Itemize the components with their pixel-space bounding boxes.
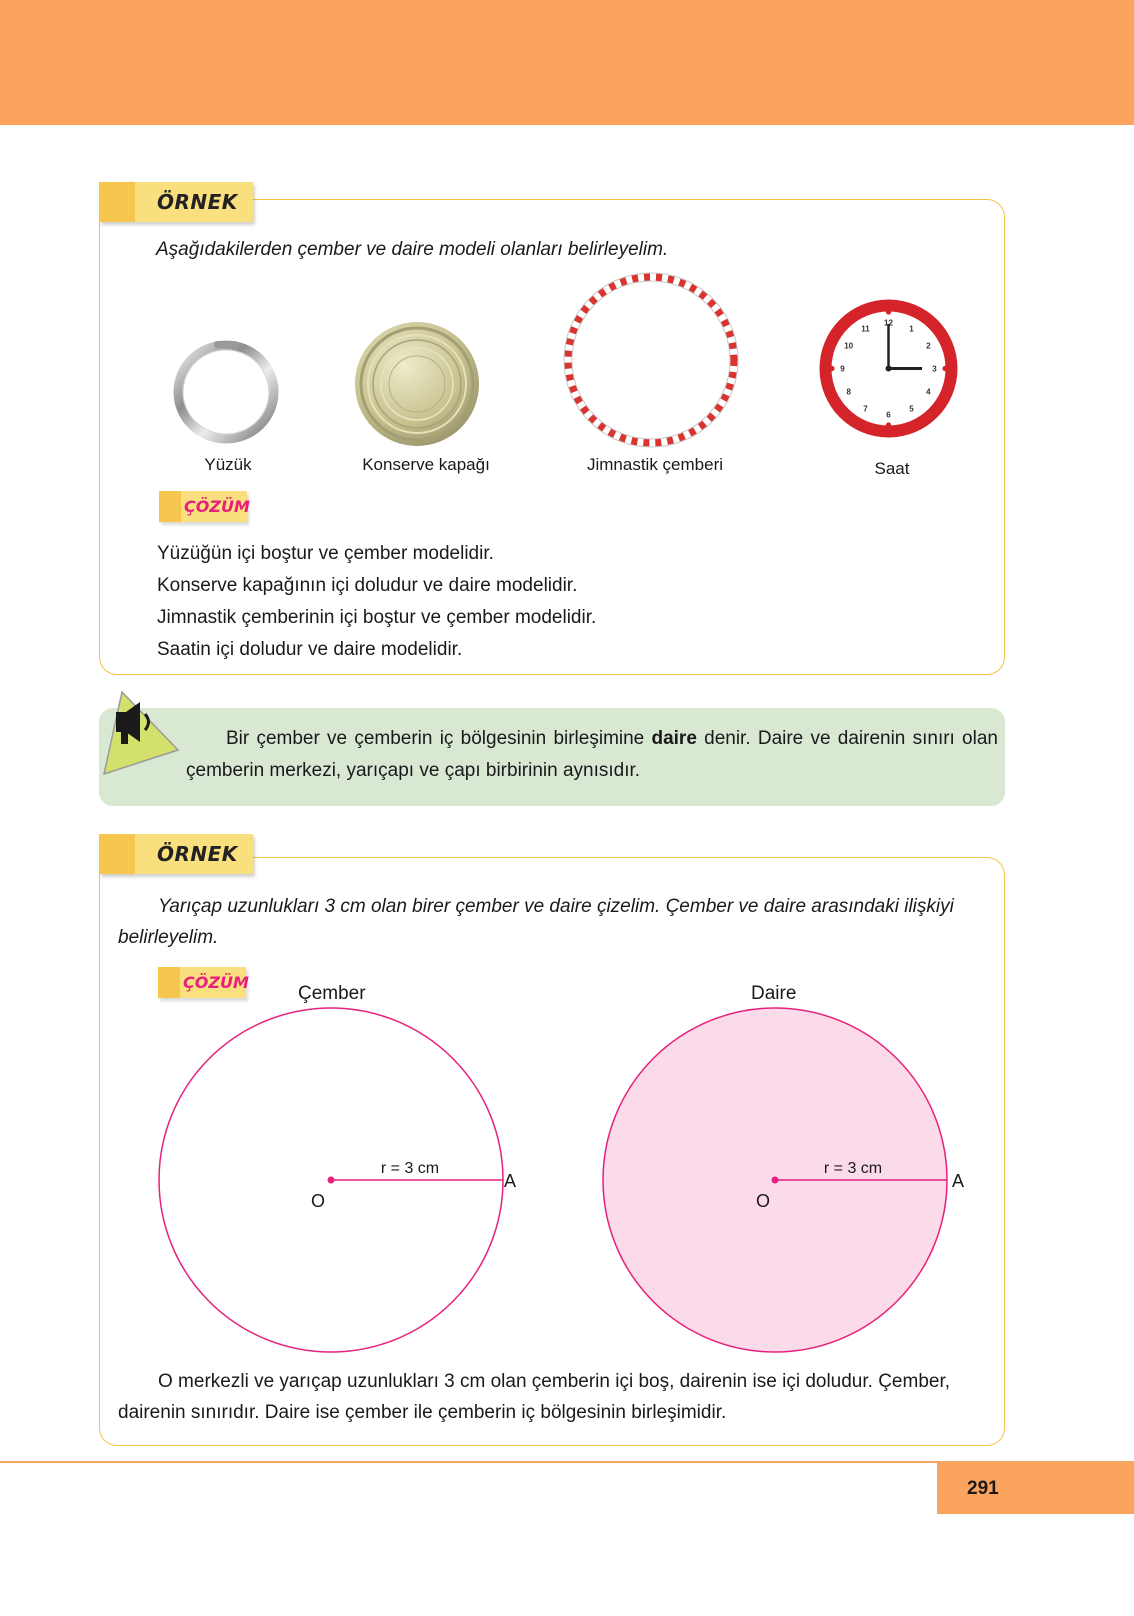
caption-clock: Saat: [874, 459, 910, 478]
clock-number: 1: [909, 324, 914, 334]
point-label: A: [951, 1171, 965, 1191]
radius-label: r = 3 cm: [823, 1160, 883, 1177]
example-1-prompt: Aşağıdakilerden çember ve daire modeli olanları belirleyelim.: [156, 239, 669, 260]
caption-ring: Yüzük: [204, 455, 252, 474]
caption-can-lid: Konserve kapağı: [362, 455, 490, 474]
definition-text: [186, 723, 998, 787]
clock-number: 6: [886, 410, 891, 420]
clock-number: 9: [840, 364, 845, 374]
clock-number: 11: [861, 324, 870, 334]
radius-label: r = 3 cm: [380, 1160, 440, 1177]
figure-title-daire: Daire: [751, 983, 797, 1004]
solution-line-4: Saatin içi doludur ve daire modelidir.: [157, 639, 463, 660]
example-2-tab: ÖRNEK: [99, 834, 253, 874]
clock-number: 10: [844, 341, 854, 351]
page-number: 291: [937, 1463, 1134, 1514]
solution-line-1: Yüzüğün içi boştur ve çember modelidir.: [157, 543, 494, 564]
clock-number: 12: [884, 318, 893, 328]
clock-number: 7: [863, 404, 868, 414]
figure-title-cember: Çember: [298, 983, 366, 1004]
definition-text-part-2: denir. Daire ve dairenin sınırı olan çemberin merkezi, yarıçapı ve çapı birbirinin aynısıdır.: [186, 728, 998, 781]
disk-figure: [595, 1005, 975, 1361]
point-label: A: [503, 1171, 517, 1191]
clock-icon: [818, 298, 959, 439]
clock-number: 3: [932, 364, 937, 374]
solution-1-tab: ÇÖZÜM: [159, 491, 247, 522]
example-1-tab: ÖRNEK: [99, 182, 253, 222]
definition-text-part-1: Bir çember ve çemberin iç bölgesinin birleşimine: [226, 728, 652, 749]
clock-number: 4: [926, 387, 931, 397]
top-header-band: [0, 0, 1134, 125]
hula-hoop-icon: [562, 271, 740, 449]
center-point: [328, 1177, 335, 1184]
can-lid-icon: [353, 320, 481, 448]
clock-number: 5: [909, 404, 914, 414]
conclusion-text: O merkezli ve yarıçap uzunlukları 3 cm olan çemberin içi boş, dairenin ise içi doludur. Çember, dairenin sınırıdır. Daire ise çember ile çemberin iç bölgesinin birleşimidir.: [118, 1371, 951, 1423]
caption-hula-hoop: Jimnastik çemberi: [586, 455, 724, 474]
example-2-prompt: Yarıçap uzunlukları 3 cm olan birer çember ve daire çizelim. Çember ve daire arasındaki ilişkiyi belirleyelim.: [118, 896, 954, 948]
center-label: O: [755, 1191, 771, 1211]
center-label: O: [310, 1191, 326, 1211]
solution-2-tab: ÇÖZÜM: [158, 967, 246, 998]
circle-figure: [150, 1005, 520, 1361]
center-point: [772, 1177, 779, 1184]
ring-icon: [170, 335, 282, 445]
clock-number: 8: [846, 387, 851, 397]
solution-line-2: Konserve kapağının içi doludur ve daire modelidir.: [157, 575, 578, 596]
definition-keyword: daire: [651, 728, 697, 749]
megaphone-icon: [100, 690, 184, 776]
solution-line-3: Jimnastik çemberinin içi boştur ve çember modelidir.: [157, 607, 597, 628]
clock-number: 2: [926, 341, 931, 351]
